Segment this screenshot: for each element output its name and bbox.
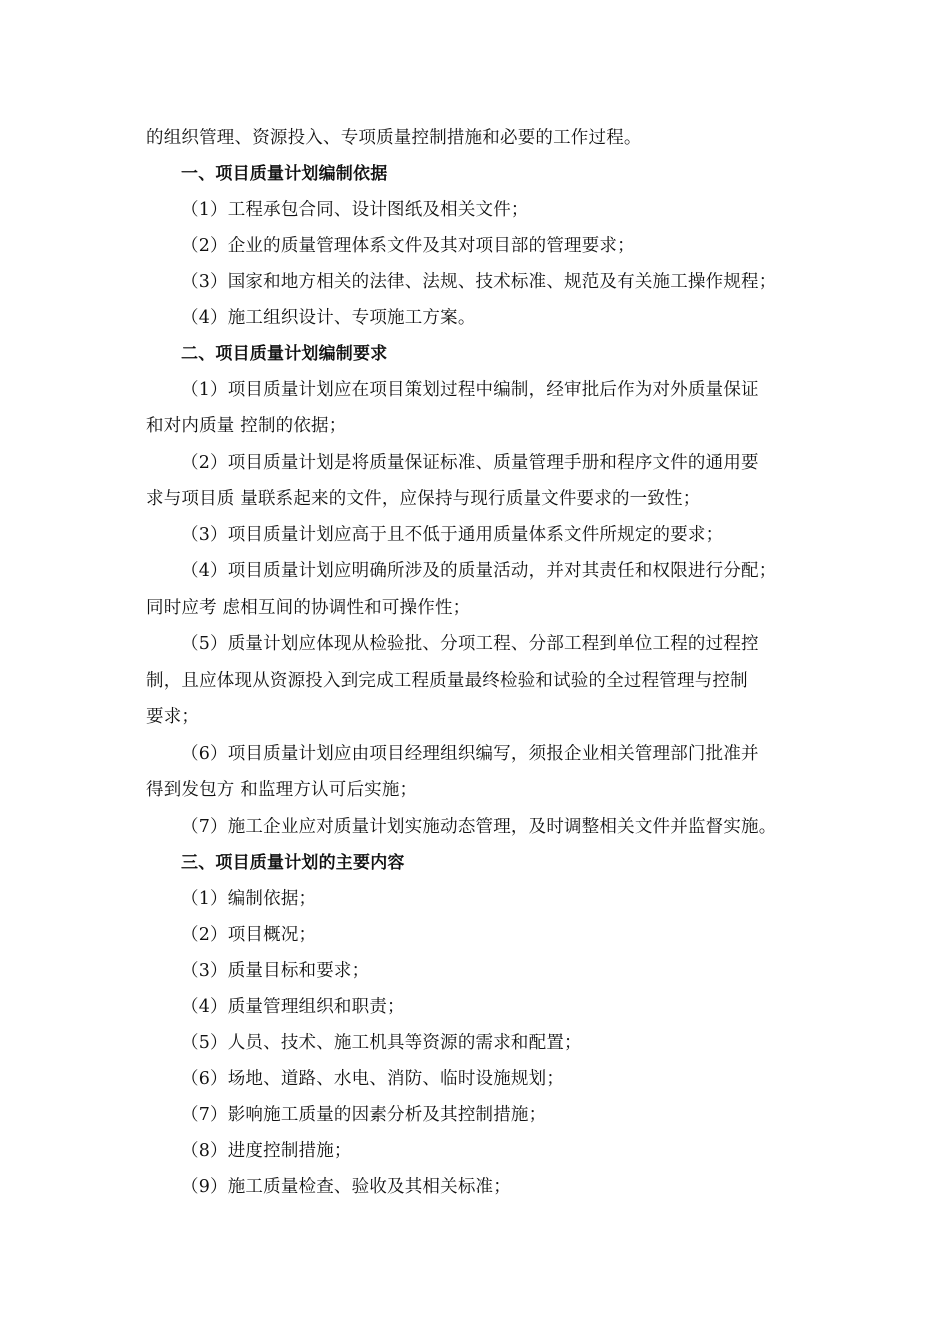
section2-item-4-line1: （4）项目质量计划应明确所涉及的质量活动，并对其责任和权限进行分配； [181, 561, 777, 581]
section2-item-1-line1: （1）项目质量计划应在项目策划过程中编制，经审批后作为对外质量保证 [181, 380, 759, 400]
section2-item-7-line1: （7）施工企业应对质量计划实施动态管理，及时调整相关文件并监督实施。 [181, 817, 777, 837]
section2-item-3-line1: （3）项目质量计划应高于且不低于通用质量体系文件所规定的要求； [181, 525, 724, 545]
section2-item-5-line1: （5）质量计划应体现从检验批、分项工程、分部工程到单位工程的过程控 [181, 634, 759, 654]
section2-item-6-line1: （6）项目质量计划应由项目经理组织编写，须报企业相关管理部门批准并 [181, 744, 759, 764]
section3-item-4: （4）质量管理组织和职责； [181, 997, 405, 1017]
section2-item-6-line2: 得到发包方 和监理方认可后实施； [146, 780, 418, 800]
section2-heading: 二、项目质量计划编制要求 [181, 344, 388, 364]
section1-item-2: （2）企业的质量管理体系文件及其对项目部的管理要求； [181, 236, 635, 256]
section2-item-5-line3: 要求； [146, 707, 200, 727]
section2-item-2-line2: 求与项目质 量联系起来的文件，应保持与现行质量文件要求的一致性； [146, 489, 701, 509]
section2-item-5-line2: 制，且应体现从资源投入到完成工程质量最终检验和试验的全过程管理与控制 [146, 671, 748, 691]
section2-item-4-line2: 同时应考 虑相互间的协调性和可操作性； [146, 598, 471, 618]
section3-item-1: （1）编制依据； [181, 889, 317, 909]
section3-item-3: （3）质量目标和要求； [181, 961, 370, 981]
section1-item-4: （4）施工组织设计、专项施工方案。 [181, 308, 476, 328]
section2-item-1-line2: 和对内质量 控制的依据； [146, 416, 347, 436]
section1-item-3: （3）国家和地方相关的法律、法规、技术标准、规范及有关施工操作规程； [181, 272, 777, 292]
intro-line: 的组织管理、资源投入、专项质量控制措施和必要的工作过程。 [146, 128, 642, 148]
section2-item-2-line1: （2）项目质量计划是将质量保证标准、质量管理手册和程序文件的通用要 [181, 453, 759, 473]
section3-item-5: （5）人员、技术、施工机具等资源的需求和配置； [181, 1033, 582, 1053]
section1-heading: 一、项目质量计划编制依据 [181, 164, 388, 184]
section3-item-2: （2）项目概况； [181, 925, 317, 945]
section3-item-9: （9）施工质量检查、验收及其相关标准； [181, 1177, 511, 1197]
section3-heading: 三、项目质量计划的主要内容 [181, 853, 405, 873]
section1-item-1: （1）工程承包合同、设计图纸及相关文件； [181, 200, 529, 220]
section3-item-7: （7）影响施工质量的因素分析及其控制措施； [181, 1105, 547, 1125]
section3-item-8: （8）进度控制措施； [181, 1141, 352, 1161]
section3-item-6: （6）场地、道路、水电、消防、临时设施规划； [181, 1069, 565, 1089]
